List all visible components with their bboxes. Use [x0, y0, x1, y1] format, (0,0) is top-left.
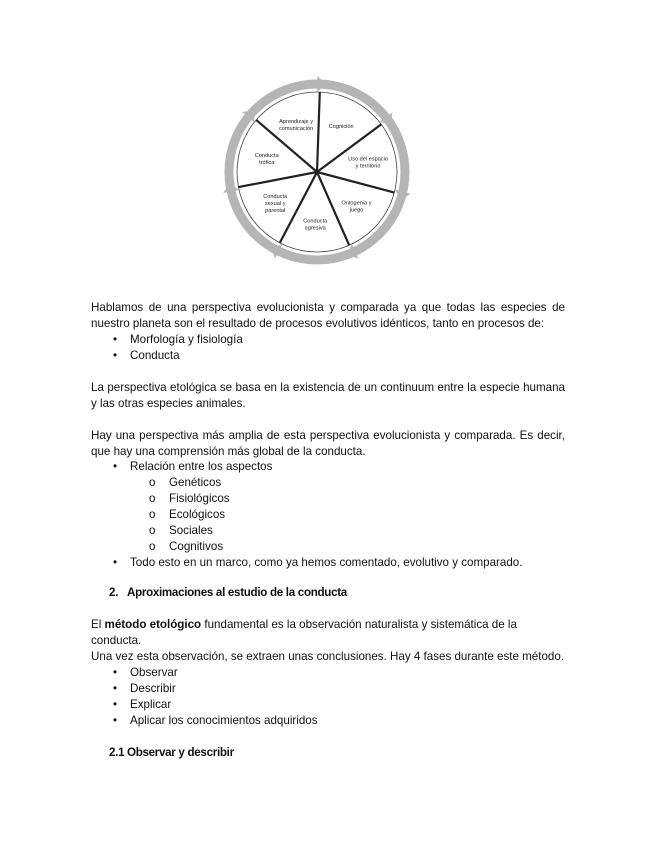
list-item: • Observar: [113, 666, 178, 679]
paragraph-ethology-line2: y las otras especies animales.: [91, 397, 246, 410]
list-item: • Describir: [113, 682, 176, 695]
segment-label: Cognición: [328, 123, 354, 130]
paragraph-method: El método etológico fundamental es la observación naturalista y sistemática de la conducta. Una vez esta observación, se extraen unas conclusiones. Hay 4 fases durante este método.: [91, 618, 565, 663]
paragraph-broader: Hay una perspectiva más amplia de esta perspectiva evolucionista y comparada. Es decir,: [91, 429, 565, 442]
paragraph-intro: Hablamos de una perspectiva evolucionista y comparada ya que todas las especies de: [91, 301, 565, 314]
sub-list-item: o Fisiológicos: [149, 492, 230, 505]
method-term: método etológico: [104, 618, 202, 631]
sub-list-item: o Genéticos: [149, 476, 222, 489]
list-item: • Relación entre los aspectos: [113, 460, 273, 473]
paragraph-broader-line2: que hay una comprensión más global de la conducta.: [91, 445, 366, 458]
sub-list-item: o Ecológicos: [149, 508, 226, 521]
sub-list-item: o Cognitivos: [149, 540, 224, 553]
list-aspects: [91, 459, 565, 571]
segment-label: Ontogenia y juego: [341, 200, 372, 214]
list-item: • Conducta: [113, 349, 180, 362]
cycle-arrow-icon: [317, 76, 326, 92]
list-item: • Explicar: [113, 698, 172, 711]
segment-label: Uso del espacio y territorio: [348, 156, 388, 170]
list-item: • Aplicar los conocimientos adquiridos: [113, 714, 318, 727]
segment-label: Conducta agresiva: [303, 218, 328, 232]
segment-label: Aprendizaje y comunicación: [278, 118, 314, 132]
list-item: • Todo esto en un marco, como ya hemos comentado, evolutivo y comparado.: [113, 556, 523, 569]
segment-label: Conducta sexual y parental: [263, 193, 288, 214]
paragraph-ethology: La perspectiva etológica se basa en la existencia de un continuum entre la especie humana: [91, 381, 565, 394]
section-heading-2: 2. Aproximaciones al estudio de la conducta: [109, 586, 347, 599]
behavior-cycle-diagram: [200, 70, 440, 275]
segment-label: Conducta trófica: [254, 153, 279, 167]
section-heading-2-1: 2.1 Observar y describir: [109, 746, 234, 759]
cycle-diagram-svg: [200, 70, 440, 275]
paragraph-intro-line2: nuestro planeta son el resultado de procesos evolutivos idénticos, tanto en procesos de:: [91, 317, 545, 330]
sub-list-aspects: [91, 475, 565, 555]
list-item: • Morfología y fisiología: [113, 333, 243, 346]
list-phases: [91, 665, 565, 729]
sub-list-item: o Sociales: [149, 524, 213, 537]
list-processes: [91, 332, 565, 364]
